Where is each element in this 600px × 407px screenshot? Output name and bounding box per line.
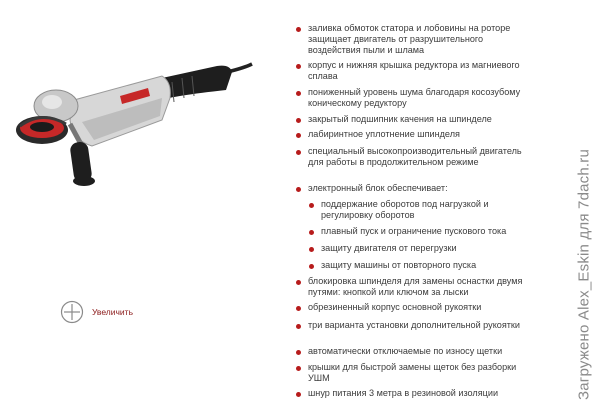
list-item: плавный пуск и ограничение пускового тока — [305, 226, 536, 237]
list-item: автоматически отключаемые по износу щетки — [292, 346, 528, 357]
list-item: лабиринтное уплотнение шпинделя — [292, 129, 528, 140]
list-item: корпус и нижняя крышка редуктора из магниевого сплава — [292, 60, 528, 82]
list-item: три варианта установки дополнительной рукоятки — [292, 320, 528, 331]
list-item: защиту машины от повторного пуска — [305, 260, 536, 271]
list-item: электронный блок обеспечивает: — [292, 183, 528, 194]
list-item: шнур питания 3 метра в резиновой изоляции — [292, 388, 528, 399]
list-item: заливка обмоток статора и лобовины на роторе защищает двигатель от разрушительного воздействия пыли и шлама — [292, 23, 528, 56]
zoom-plus-icon[interactable] — [60, 300, 84, 324]
zoom-control[interactable] — [60, 300, 133, 324]
list-item: крышки для быстрой замены щеток без разборки УШМ — [292, 362, 528, 384]
list-item: блокировка шпинделя для замены оснастки двумя путями: кнопкой или ключом за лыски — [292, 276, 528, 298]
list-item: поддержание оборотов под нагрузкой и регулировку оборотов — [305, 199, 526, 221]
list-item: пониженный уровень шума благодаря косозубому коническому редуктору — [292, 87, 528, 109]
watermark-text: Загружено Alex_Eskin для 7dach.ru — [575, 148, 593, 400]
angle-grinder-image — [12, 50, 262, 190]
list-item: защиту двигателя от перегрузки — [305, 243, 536, 254]
list-item: специальный высокопроизводительный двигатель для работы в продолжительном режиме — [292, 146, 528, 168]
zoom-link[interactable]: Увеличить — [92, 307, 133, 317]
list-item: закрытый подшипник качения на шпинделе — [292, 114, 528, 125]
list-item: обрезиненный корпус основной рукоятки — [292, 302, 528, 313]
